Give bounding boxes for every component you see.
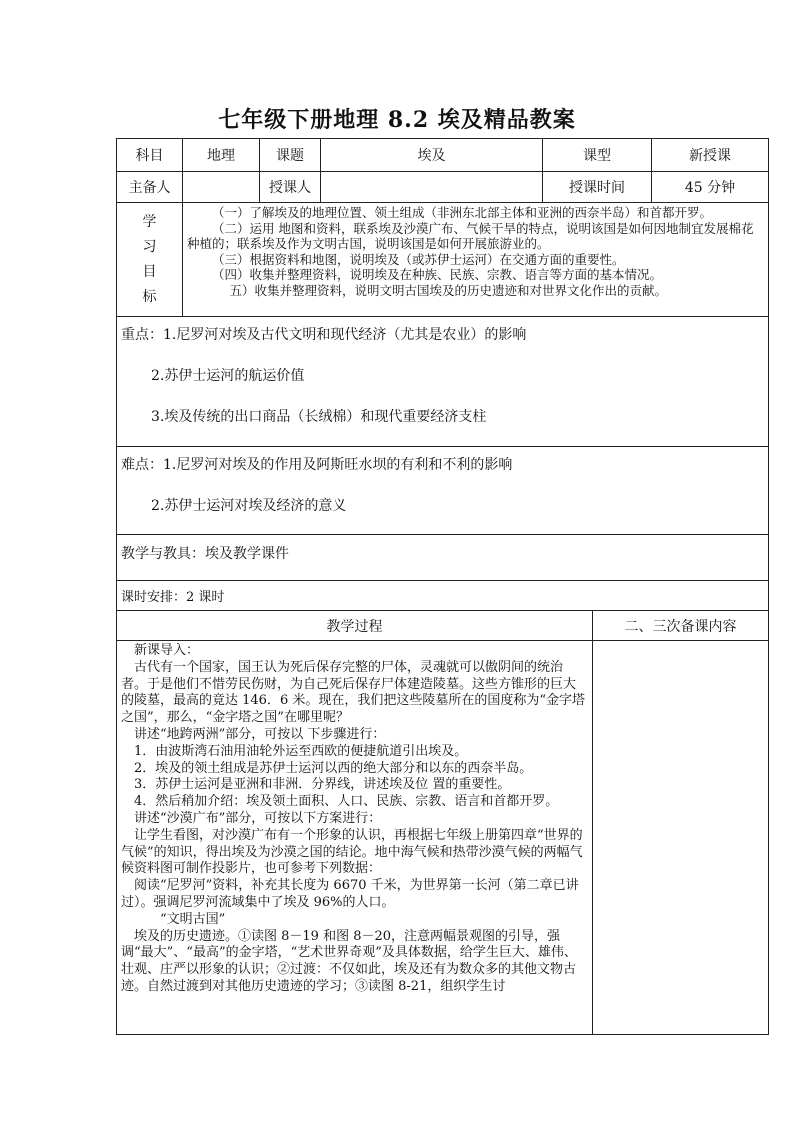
subject-label: 科目 xyxy=(117,139,183,172)
process-line: 阅读“尼罗河”资料，补充其长度为 6670 千米，为世界第一长河（第二章已讲过）。强调尼罗河流域集中了埃及 96%的人口。 xyxy=(121,878,579,910)
time-label: 授课时间 xyxy=(543,172,652,203)
teacher-value xyxy=(321,172,543,203)
info-row xyxy=(117,172,769,203)
process-row xyxy=(117,641,769,1035)
prepare-value xyxy=(183,172,260,203)
goals-row xyxy=(117,203,769,317)
difficult-point: 2.苏伊士运河对埃及经济的意义 xyxy=(151,498,347,514)
tools-row xyxy=(117,535,769,581)
topic-value: 埃及 xyxy=(321,139,543,172)
type-value: 新授课 xyxy=(652,139,769,172)
process-line: 埃及的历史遗迹。①读图 8－19 和图 8－20，注意两幅景观图的引导，强调“最大”、“最高”的金字塔，“艺术世界奇观”及具体数据，给学生巨大、雄伟、壮观、庄严以形象的认识；②过渡：不仅如此，埃及还有为数众多的其他文物古迹。自然过渡到对其他历史遗迹的学习；③读图 8-21，组织学生讨 xyxy=(121,928,577,994)
tools: 教学与教具：埃及教学课件 xyxy=(117,535,769,581)
schedule-row xyxy=(117,581,769,611)
process-line: 3．苏伊士运河是亚洲和非洲．分界线，讲述埃及位 置的重要性。 xyxy=(134,777,511,793)
subject-value: 地理 xyxy=(183,139,260,172)
goal-item: （二）运用 地图和资料，联系埃及沙漠广布、气候干旱的特点，说明该国是如何因地制宜发展棉花种植的；联系埃及作为文明古国，说明该国是如何开展旅游业的。 xyxy=(187,220,754,251)
goals-content xyxy=(183,203,769,317)
difficult-points xyxy=(117,447,769,535)
difficult-point: 难点：1.尼罗河对埃及的作用及阿斯旺水坝的有利和不利的影响 xyxy=(121,457,513,473)
process-line: 讲述“沙漠广布”部分，可按以下方案进行： xyxy=(134,810,382,826)
process-header-row xyxy=(117,611,769,641)
key-point: 重点：1.尼罗河对埃及古代文明和现代经济（尤其是农业）的影响 xyxy=(121,327,527,343)
schedule: 课时安排：2 课时 xyxy=(117,581,769,611)
key-point: 2.苏伊士运河的航运价值 xyxy=(151,368,305,384)
difficult-points-row xyxy=(117,447,769,535)
header-row xyxy=(117,139,769,172)
process-line: 古代有一个国家，国王认为死后保存完整的尸体，灵魂就可以傲阴间的统治者。于是他们不惜劳民伤财，为自己死后保存尸体建造陵墓。这些方锥形的巨大的陵墓，最高的竟达 146．6 米。现在，我们把这些陵墓所在的国度称为“金字塔之国”，那么，“金字塔之国”在哪里呢？ xyxy=(121,659,585,726)
goal-item: （四）收集并整理资料，说明埃及在种族、民族、宗教、语言等方面的基本情况。 xyxy=(212,267,663,282)
prepare-label: 主备人 xyxy=(117,172,183,203)
process-line: 2．埃及的领土组成是苏伊士运河以西的绝大部分和以东的西奈半岛。 xyxy=(134,760,533,776)
time-value: 45 分钟 xyxy=(652,172,769,203)
revision-content xyxy=(593,641,769,1035)
process-line: 讲述“地跨两洲”部分，可按以 下步骤进行： xyxy=(134,726,386,742)
goals-label: 学 习 目 标 xyxy=(117,203,183,317)
lesson-plan-table xyxy=(116,138,769,1035)
process-line: 4．然后稍加介绍：埃及领土面积、人口、民族、宗教、语言和首都开罗。 xyxy=(134,794,559,810)
goal-item: （一）了解埃及的地理位置、领土组成（非洲东北部主体和亚洲的西奈半岛）和首都开罗。 xyxy=(212,205,713,220)
key-point: 3.埃及传统的出口商品（长绒棉）和现代重要经济支柱 xyxy=(151,409,487,425)
revision-header: 二、三次备课内容 xyxy=(593,611,769,641)
process-content xyxy=(117,641,593,1035)
process-header: 教学过程 xyxy=(117,611,593,641)
process-line: 1．由波斯湾石油用油轮外运至西欧的便捷航道引出埃及。 xyxy=(134,743,468,759)
key-points-row xyxy=(117,317,769,447)
key-points xyxy=(117,317,769,447)
type-label: 课型 xyxy=(543,139,652,172)
teacher-label: 授课人 xyxy=(260,172,321,203)
process-line: 新课导入： xyxy=(134,643,200,658)
topic-label: 课题 xyxy=(260,139,321,172)
goal-item: （三）根据资料和地图，说明埃及（或苏伊士运河）在交通方面的重要性。 xyxy=(212,251,625,267)
page-title: 七年级下册地理 8.2 埃及精品教案 xyxy=(218,107,576,133)
process-line: 让学生看图，对沙漠广布有一个形象的认识，再根据七年级上册第四章“世界的气候”的知识，得出埃及为沙漠之国的结论。地中海气候和热带沙漠气候的两幅气候资料图可制作投影片，也可参考下列数据： xyxy=(121,827,583,877)
goal-item: 五）收集并整理资料，说明文明古国埃及的历史遗迹和对世界文化作出的贡献。 xyxy=(229,282,668,298)
process-line: “文明古国” xyxy=(160,911,226,927)
